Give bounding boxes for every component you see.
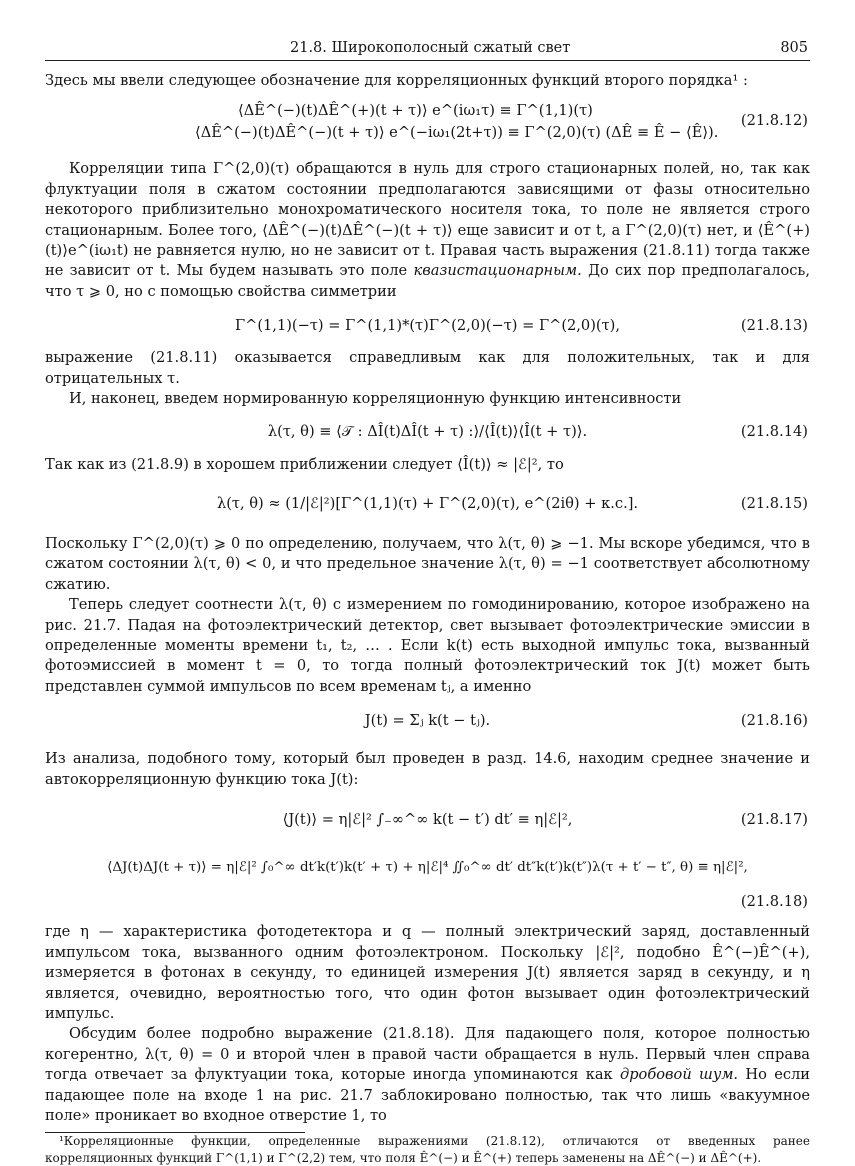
equation-block-21-8-17	[45, 798, 810, 842]
equation-line: ⟨ΔÊ^(−)(t)ΔÊ^(+)(t + τ)⟩ e^(iω₁τ) ≡ Γ^(1,1)(τ)	[238, 102, 593, 120]
equation-number: (21.8.15)	[740, 494, 808, 512]
equation-line: ⟨ΔÊ^(−)(t)ΔÊ^(−)(t + τ)⟩ e^(−iω₁(2t+τ)) ≡ Γ^(2,0)(τ) (ΔÊ ≡ Ê − ⟨Ê⟩).	[195, 124, 719, 142]
paragraph	[45, 1024, 810, 1126]
equation-block-21-8-15	[45, 484, 810, 524]
equation-block-21-8-14	[45, 417, 810, 447]
header-title: 21.8. Широкополосный сжатый свет	[290, 40, 571, 56]
page-body	[45, 71, 810, 1166]
running-header	[45, 38, 810, 61]
equation-number: (21.8.18)	[740, 892, 808, 910]
equation: ⟨J(t)⟩ = η|ℰ|² ∫₋∞^∞ k(t − t′) dt′ ≡ η|ℰ|²,	[282, 810, 573, 828]
paragraph-text: Обсудим более подробно выражение (21.8.18). Для падающего поля, которое полностью когерентно, λ(τ, θ) = 0 и второй член в правой части обращается в нуль. Первый член справа тогда отвечает за флуктуации тока, которые иногда упоминаются как	[45, 1025, 810, 1084]
paragraph: Теперь следует соотнести λ(τ, θ) с измерением по гомодинированию, которое изображено на рис. 21.7. Падая на фотоэлектрический детектор, свет вызывает фотоэлектрические эмиссии в определенные моменты времени t₁, t₂, … . Если k(t) есть выходной импульс тока, вызванный фотоэмиссией в момент t = 0, то тогда полный фотоэлектрический ток J(t) может быть представлен суммой импульсов по всем временам tⱼ, а именно	[45, 596, 810, 695]
equation: λ(τ, θ) ≡ ⟨𝒯 : ΔÎ(t)ΔÎ(t + τ) :⟩/⟨Î(t)⟩⟨Î(t + τ)⟩.	[267, 423, 588, 441]
page-number: 805	[780, 40, 808, 56]
paragraph: выражение (21.8.11) оказывается справедливым как для положительных, так и для отрицательных τ.	[45, 349, 810, 387]
paragraph-text: До сих пор предполагалось, что τ ⩾ 0, но с помощью свойства симметрии	[45, 262, 811, 300]
page	[45, 38, 810, 1166]
equation-number: (21.8.14)	[740, 423, 808, 441]
paragraph	[45, 159, 810, 302]
equation-number: (21.8.13)	[740, 317, 808, 335]
equation-block-21-8-13	[45, 310, 810, 342]
paragraph-text: Но если падающее поле на входе 1 на рис. 21.7 заблокировано полностью, так что лишь «вакуумное поле» проникает во входное отверстие 1, то	[45, 1066, 811, 1124]
paragraph: Здесь мы ввели следующее обозначение для корреляционных функций второго порядка¹ :	[45, 72, 748, 89]
paragraph-text: Корреляции типа Γ^(2,0)(τ) обращаются в нуль для строго стационарных полей, но, так как флуктуации поля в сжатом состоянии предполагаются зависящими от фазы относительно некоторого приблизительно монохроматического носителя тока, то поле не является строго стационарным. Более того, ⟨ΔÊ^(−)(t)ΔÊ^(−)(t + τ)⟩ еще зависит и от t, а Γ^(2,0)(τ) нет, и ⟨Ê^(+)(t)⟩e^(iω₁t) не равняется нулю, но не зависит от t. Правая часть выражения (21.8.11) тогда также не зависит от t. Мы будем называть это поле	[45, 160, 810, 280]
paragraph: Поскольку Γ^(2,0)(τ) ⩾ 0 по определению, получаем, что λ(τ, θ) ⩾ −1. Мы вскоре убедимся, что в сжатом состоянии λ(τ, θ) < 0, и что предельное значение λ(τ, θ) = −1 соответствует абсолютному сжатию.	[45, 534, 810, 593]
emphasis-term: дробовой шум.	[619, 1066, 739, 1084]
equation: λ(τ, θ) ≈ (1/|ℰ|²)[Γ^(1,1)(τ) + Γ^(2,0)(τ), e^(2iθ) + к.с.].	[216, 494, 639, 512]
equation: Γ^(1,1)(−τ) = Γ^(1,1)*(τ)Γ^(2,0)(−τ) = Γ^(2,0)(τ),	[234, 317, 621, 335]
equation: J(t) = Σⱼ k(t − tⱼ).	[364, 712, 491, 730]
equation-number: (21.8.12)	[740, 112, 808, 130]
equation-block-21-8-16	[45, 701, 810, 741]
paragraph: где η — характеристика фотодетектора и q — полный электрический заряд, доставленный импульсом тока, вызванного одним фотоэлектроном. Поскольку |ℰ|², подобно Ê^(−)Ê^(+), измеряется в фотонах в секунду, то единицей измерения J(t) является заряд в секунду, и η является, очевидно, вероятностью того, что один фотон вызывает один фотоэлектрический импульс.	[45, 923, 810, 1022]
equation-block-21-8-12	[45, 95, 810, 147]
equation-number: (21.8.16)	[740, 712, 808, 730]
footnote: ¹Корреляционные функции, определенные выражениями (21.8.12), отличаются от введенных ранее корреляционных функций Γ^(1,1) и Γ^(2,2) тем, что поля Ê^(−) и Ê^(+) теперь заменены на ΔÊ^(−) и ΔÊ^(+).	[45, 1134, 810, 1165]
paragraph: Так как из (21.8.9) в хорошем приближении следует ⟨Î(t)⟩ ≈ |ℰ|², то	[45, 456, 564, 474]
paragraph: И, наконец, введем нормированную корреляционную функцию интенсивности	[69, 390, 682, 408]
equation: ⟨ΔJ(t)ΔJ(t + τ)⟩ = η|ℰ|² ∫₀^∞ dt′k(t′)k(t′ + τ) + η|ℰ|⁴ ∬₀^∞ dt′ dt″k(t′)k(t″)λ(τ + t′ − t″, θ) ≡ η|ℰ|²,	[107, 859, 748, 875]
equation-block-21-8-18	[45, 848, 810, 888]
paragraph: Из анализа, подобного тому, который был проведен в разд. 14.6, находим среднее значение и автокорреляционную функцию тока J(t):	[45, 750, 810, 788]
equation-number: (21.8.17)	[740, 810, 808, 828]
emphasis-term: квазистационарным.	[413, 262, 582, 280]
